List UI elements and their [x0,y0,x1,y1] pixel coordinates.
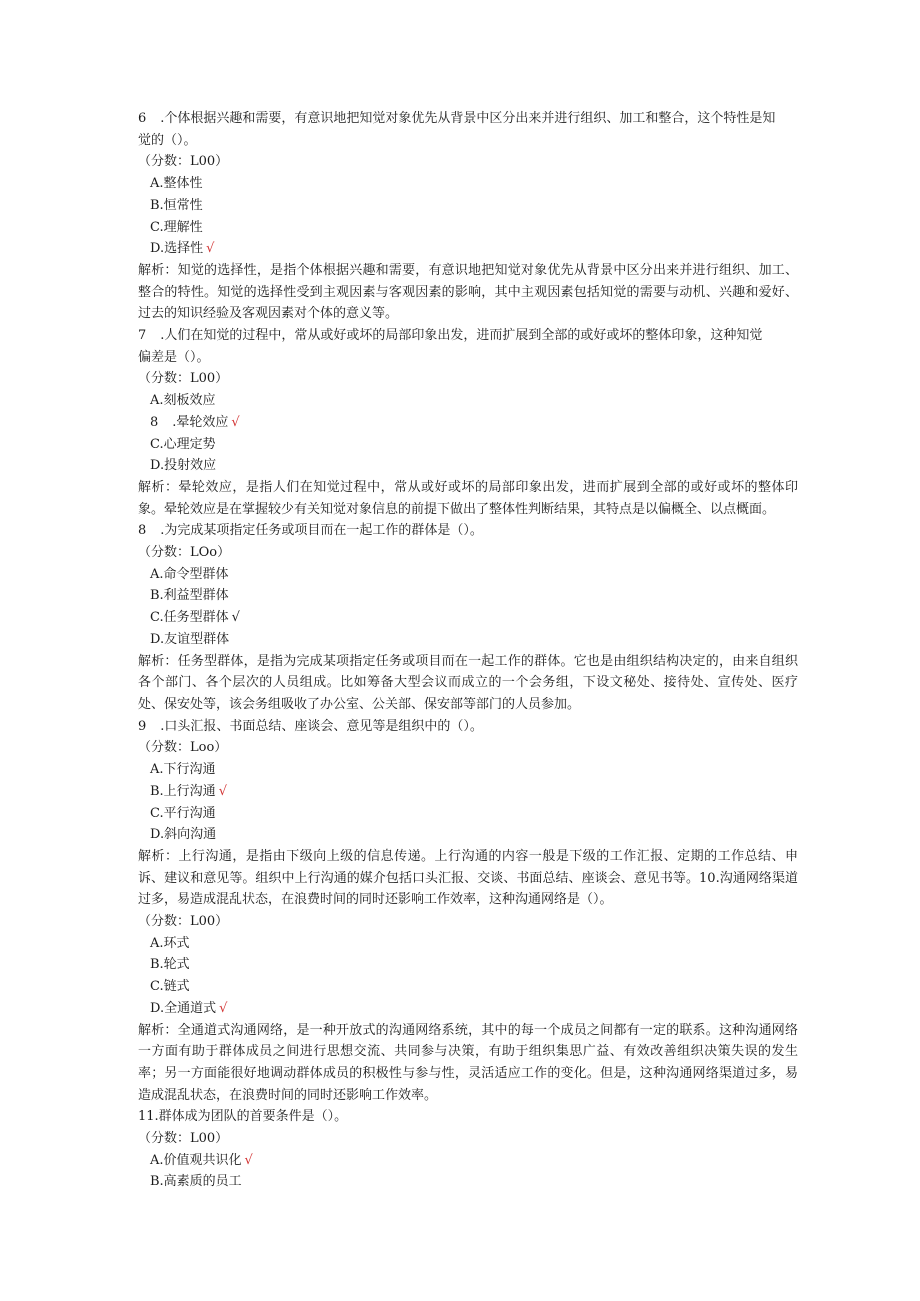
question-6 [138,108,798,325]
question-6-stem-line2: 觉的（）。 [138,132,197,148]
question-8 [138,520,798,715]
question-10-option-a: A.环式 [150,935,190,951]
question-11-option-a: A.价值观共识化 √ [150,1152,253,1168]
question-9-option-a: A.下行沟通 [150,762,216,778]
question-7-option-b: 8 .晕轮效应 √ [150,414,240,430]
question-7-stem-line2: 偏差是（）。 [138,349,210,365]
correct-check-icon: √ [244,1152,253,1168]
question-7 [138,325,798,520]
question-6-option-b: B.恒常性 [150,197,203,213]
question-6-analysis: 解析：知觉的选择性，是指个体根据兴趣和需要，有意识地把知觉对象优先从背景中区分出来并进行组织、加工、整合的特性。知觉的选择性受到主观因素与客观因素的影响，其中主观因素包括知觉的需要与动机、兴趣和爱好、过去的知识经验及客观因素对个体的意义等。 [138,262,798,322]
correct-check-icon: √ [218,783,227,799]
question-9 [138,716,798,911]
question-11-score: （分数：L00） [138,1131,229,1147]
correct-check-icon: √ [231,610,240,626]
question-number: 6 [138,111,147,126]
question-9-option-c: C.平行沟通 [150,805,216,821]
question-10-score: （分数：L00） [138,914,229,930]
question-7-score: （分数：L00） [138,371,229,387]
exam-document [138,108,798,1193]
question-9-stem: 9 .口头汇报、书面总结、座谈会、意见等是组织中的（）。 [138,718,483,734]
question-8-analysis: 解析：任务型群体，是指为完成某项指定任务或项目而在一起工作的群体。它也是由组织结构决定的，由来自组织各个部门、各个层次的人员组成。比如筹备大型会议而成立的一个会务组，下设文秘处、接待处、宣传处、医疗处、保安处等，该会务组吸收了办公室、公关部、保安部等部门的人员参加。 [138,653,798,712]
question-8-score: （分数：LOo） [138,545,231,561]
question-6-stem-line1: 6 .个体根据兴趣和需要，有意识地把知觉对象优先从背景中区分出来并进行组织、加工和整合，这个特性是知 [138,111,776,126]
question-6-option-d: D.选择性 √ [150,241,215,257]
question-6-score: （分数：L00） [138,154,229,170]
question-9-analysis: 解析：上行沟通，是指由下级向上级的信息传递。上行沟通的内容一般是下级的工作汇报、定期的工作总结、申诉、建议和意见等。组织中上行沟通的媒介包括口头汇报、交谈、书面总结、座谈会、意见书等。10.沟通网络渠道过多，易造成混乱状态，在浪费时间的同时还影响工作效率，这种沟通网络是（）。 [138,848,798,908]
question-8-option-b: B.利益型群体 [150,588,229,604]
question-7-option-d: D.投射效应 [150,458,217,474]
question-10-option-b: B.轮式 [150,957,190,973]
question-11 [138,1106,798,1193]
question-10-analysis: 解析：全通道式沟通网络，是一种开放式的沟通网络系统，其中的每一个成员之间都有一定的联系。这种沟通网络一方面有助于群体成员之间进行思想交流、共同参与决策，有助于组织集思广益、有效改善组织决策失误的发生率；另一方面能很好地调动群体成员的积极性与参与性，灵活适应工作的变化。但是，这种沟通网络渠道过多，易造成混乱状态，在浪费时间的同时还影响工作效率。 [138,1022,798,1103]
question-9-option-d: D.斜向沟通 [150,827,217,843]
question-10 [138,911,798,1106]
question-10-option-c: C.链式 [150,979,190,995]
question-8-option-c: C.任务型群体 √ [150,610,240,626]
question-6-option-a: A.整体性 [150,176,203,192]
question-7-option-a: A.刻板效应 [150,393,216,409]
question-8-option-a: A.命令型群体 [150,566,229,582]
question-7-analysis: 解析：晕轮效应，是指人们在知觉过程中，常从或好或坏的局部印象出发，进而扩展到全部的或好或坏的整体印象。晕轮效应是在掌握较少有关知觉对象信息的前提下做出了整体性判断结果，其特点是以偏概全、以点概面。 [138,479,798,517]
question-number: 7 [138,328,147,344]
question-8-option-d: D.友谊型群体 [150,631,230,647]
correct-check-icon: √ [231,414,240,430]
question-9-option-b: B.上行沟通 √ [150,783,227,799]
question-10-option-d: D.全通道式 √ [150,1000,228,1016]
question-6-option-c: C.理解性 [150,219,203,235]
question-number: 8 [138,523,147,539]
question-7-option-c: C.心理定势 [150,436,216,452]
question-8-stem: 8 .为完成某项指定任务或项目而在一起工作的群体是（）。 [138,523,483,539]
question-11-option-b: B.高素质的员工 [150,1174,242,1190]
correct-check-icon: √ [206,241,215,257]
correct-check-icon: √ [219,1000,228,1016]
question-7-stem-line1: 7 .人们在知觉的过程中，常从或好或坏的局部印象出发，进而扩展到全部的或好或坏的整体印象，这种知觉 [138,328,763,344]
question-11-stem: 11.群体成为团队的首要条件是（）。 [138,1109,348,1125]
question-number: 9 [138,718,147,734]
question-9-score: （分数：Loo） [138,740,228,756]
